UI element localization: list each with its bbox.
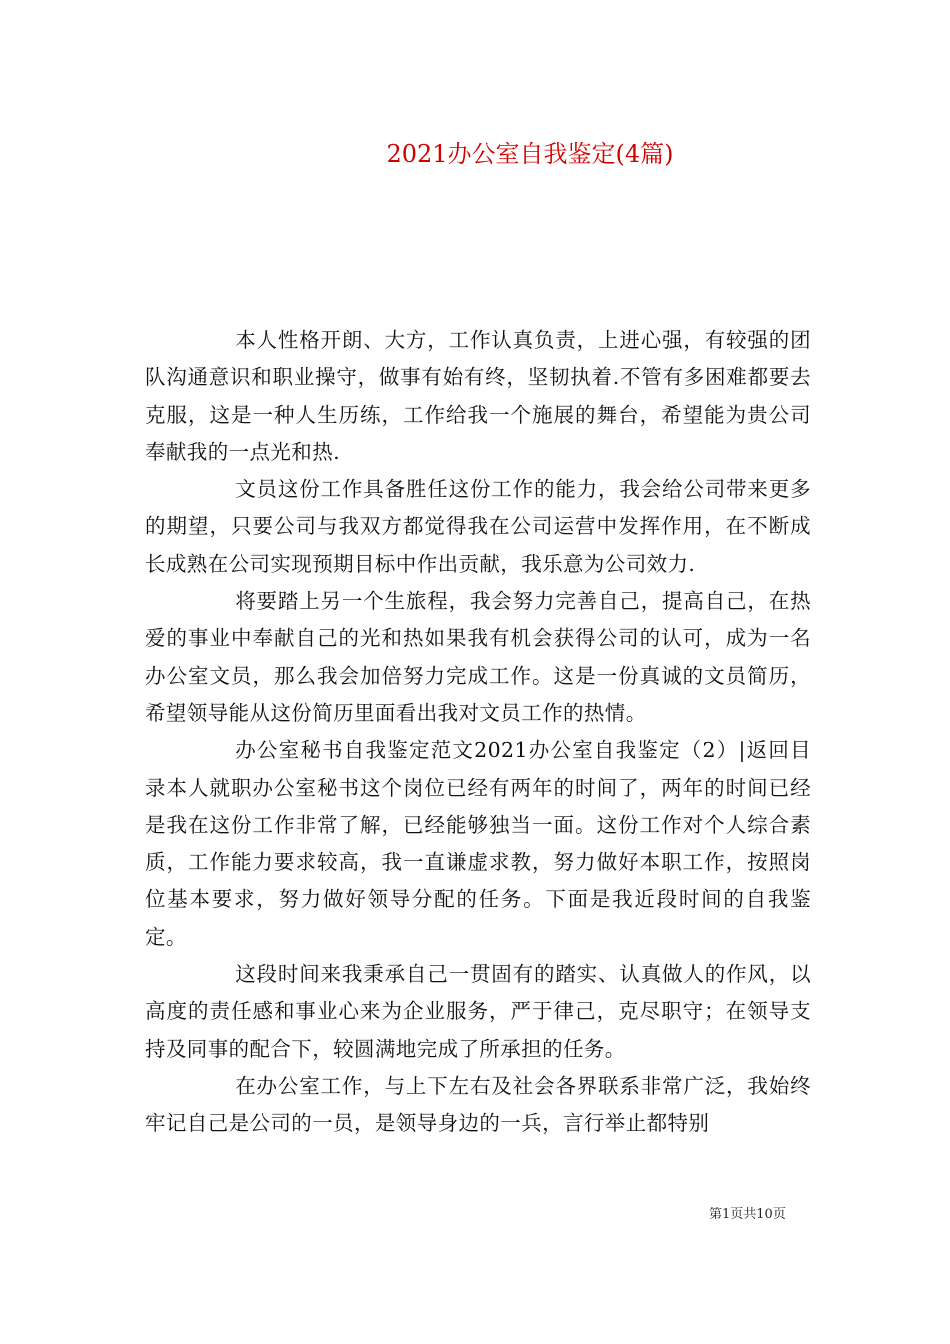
document-body xyxy=(145,322,811,1143)
paragraph: 这段时间来我秉承自己一贯固有的踏实、认真做人的作风，以高度的责任感和事业心来为企业服务，严于律己，克尽职守；在领导支持及同事的配合下，较圆满地完成了所承担的任务。 xyxy=(145,962,811,1061)
page-number-footer: 第1页共10页 xyxy=(709,1207,786,1222)
paragraph: 本人性格开朗、大方，工作认真负责，上进心强，有较强的团队沟通意识和职业操守，做事有始有终，坚韧执着.不管有多困难都要去克服，这是一种人生历练，工作给我一个施展的舞台，希望能为贵公司奉献我的一点光和热. xyxy=(145,328,811,464)
document-title: 2021办公室自我鉴定(4篇) xyxy=(386,140,674,168)
paragraph: 文员这份工作具备胜任这份工作的能力，我会给公司带来更多的期望，只要公司与我双方都觉得我在公司运营中发挥作用，在不断成长成熟在公司实现预期目标中作出贡献，我乐意为公司效力. xyxy=(145,477,811,576)
paragraph: 办公室秘书自我鉴定范文2021办公室自我鉴定（2）|返回目录本人就职办公室秘书这个岗位已经有两年的时间了，两年的时间已经是我在这份工作非常了解，已经能够独当一面。这份工作对个人综合素质，工作能力要求较高，我一直谦虚求教，努力做好本职工作，按照岗位基本要求，努力做好领导分配的任务。下面是我近段时间的自我鉴定。 xyxy=(145,738,811,949)
paragraph: 将要踏上另一个生旅程，我会努力完善自己，提高自己，在热爱的事业中奉献自己的光和热如果我有机会获得公司的认可，成为一名办公室文员，那么我会加倍努力完成工作。这是一份真诚的文员简历，希望领导能从这份简历里面看出我对文员工作的热情。 xyxy=(145,589,811,725)
paragraph: 在办公室工作，与上下左右及社会各界联系非常广泛，我始终牢记自己是公司的一员，是领导身边的一兵，言行举止都特别 xyxy=(145,1073,811,1136)
